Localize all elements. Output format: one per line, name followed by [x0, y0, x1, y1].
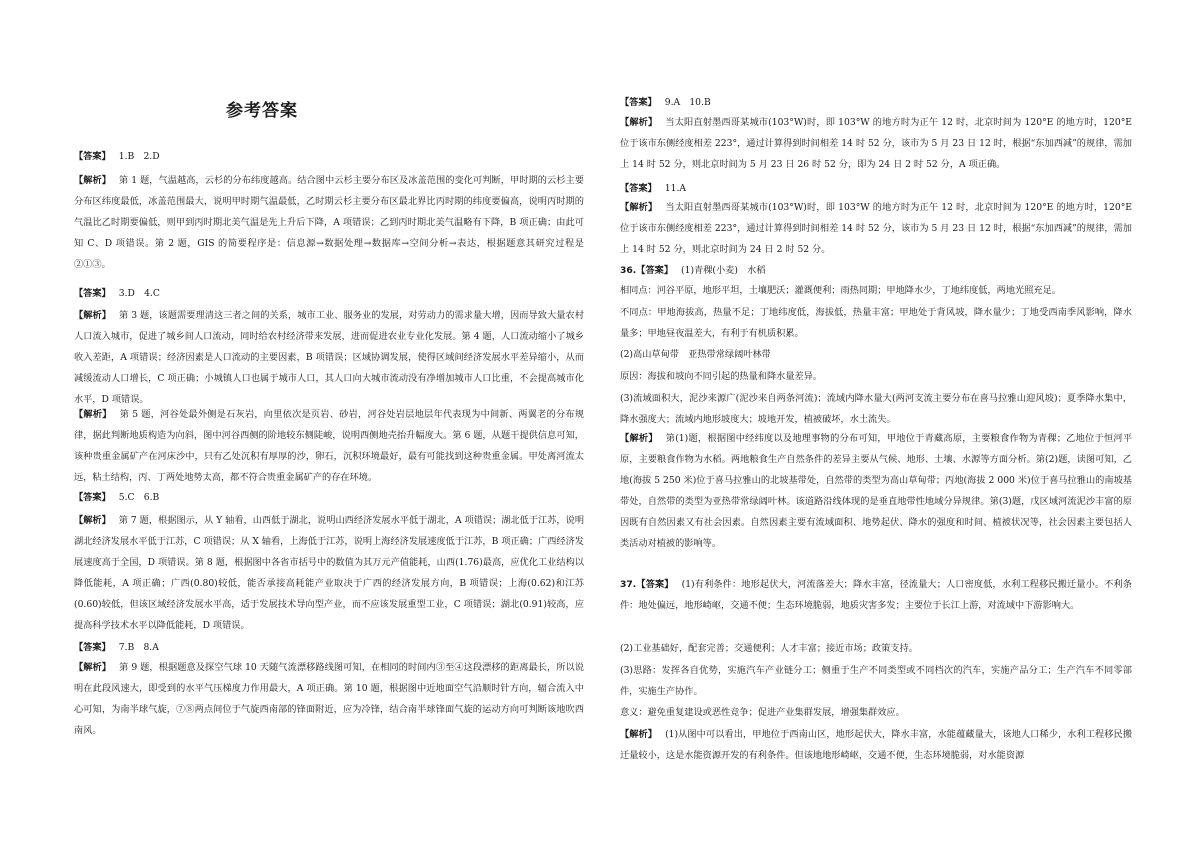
analysis-text: 当太阳直射墨西哥某城市(103°W)时，即 103°W 的地方时为正午 12 时，北京时间为 120°E 的地方时，120°E 位于该市东侧经度相差 223°，通过计算得到时间相差 14 时 52 分，该市为 5 月 23 日 12 时，根据“东加西减”的规律，需加上 14 时 52 分，则北京时间为 24 日 2 时 52 分。: [620, 202, 1132, 255]
paragraph-text: (3)流域面积大，泥沙来源广(泥沙来自两条河流)；流域内降水量大(两河支流主要分布在喜马拉雅山迎风坡)；夏季降水集中，降水强度大；流域内地形坡度大；坡地开发，植被破坏，水土流失。: [620, 393, 1132, 425]
answer-text: 3.D 4.C: [118, 288, 160, 299]
analysis-9-10-right: [620, 112, 1132, 175]
analysis-tag: 【解析】: [74, 175, 111, 186]
answer-37-meaning: [620, 702, 1132, 723]
analysis-9-10: [74, 657, 584, 741]
analysis-36: [620, 428, 1132, 554]
answer-tag: 【答案】: [74, 492, 111, 503]
answer-36-3: [620, 388, 1132, 430]
paragraph-text: (3)思路：发挥各自优势，实施汽车产业链分工；侧重于生产不同类型或不同档次的汽车，实施产品分工；生产汽车不同零部件，实施生产协作。: [620, 665, 1132, 697]
paragraph-text: (2)高山草甸带 亚热带常绿阔叶林带: [620, 349, 771, 360]
analysis-text: 第 7 题，根据图示，从 Y 轴看，山西低于湖北，说明山西经济发展水平低于湖北，A 项错误；湖北低于江苏，说明湖北经济发展水平低于江苏，C 项错误；从 X 轴看，上海低于江苏，说明上海经济发展速度低于江苏，B 项正确；广西经济发展速度高于全国，D 项错误。第 8 题，根据图中各省市括号中的数值为其万元产值能耗，山西(1.76)最高，应优化工业结构以降低能耗，A 项正确；广西(0.80)较低，能否承接高耗能产业取决于广西的经济发展方向，B 项错误；上海(0.62)和江苏(0.60)较低，但该区域经济发展水平高，适于发展技术导向型产业，而不应该发展重型工业，C 项错误；湖北(0.91)较高，应提高科学技术水平以降低能耗，D 项错误。: [74, 515, 585, 631]
paragraph-text: 原因：海拔和坡向不同引起的热量和降水量差异。: [620, 371, 823, 382]
paragraph-text: 意义：避免重复建设或恶性竞争；促进产业集群发展，增强集群效应。: [620, 707, 905, 718]
analysis-tag: 【解析】: [74, 515, 111, 526]
analysis-text: 第 1 题，气温越高，云杉的分布纬度越高。结合图中云杉主要分布区及冰盖范围的变化可判断，甲时期的云杉主要分布区纬度最低，冰盖范围最大，说明甲时期气温最低，乙时期云杉主要分布区最北界比丙时期的纬度要偏高，说明丙时期的气温比乙时期要偏低，则甲到丙时期北美气温是先上升后下降，A 项错误；乙到丙时期北美气温略有下降，B 项正确；由此可知 C、D 项错误。第 2 题，GIS 的简要程序是：信息源→数据处理→数据库→空间分析→表达，根据题意其研究过程是②①③。: [74, 175, 584, 270]
answer-3-4: [74, 283, 584, 304]
paragraph-text: 相同点：河谷平原，地形平坦，土壤肥沃；灌溉便利；雨热同期；甲地降水少，丁地纬度低，两地光照充足。: [620, 285, 1061, 296]
answer-text: 9.A 10.B: [664, 97, 711, 108]
analysis-7-8: [74, 510, 584, 636]
answer-36: [620, 260, 1132, 281]
answer-text: (1)有利条件：地形起伏大，河流落差大；降水丰富，径流量大；人口密度低，水利工程移民搬迁量小。不利条件：地处偏远，地形崎岖，交通不便；生态环境脆弱，地质灾害多发；主要位于长江上游，对流域中下游影响大。: [620, 579, 1132, 611]
answer-text: 1.B 2.D: [118, 151, 160, 162]
answer-5-6: [74, 487, 584, 508]
analysis-tag: 【解析】: [74, 310, 111, 321]
answer-37-2: [620, 638, 1132, 659]
analysis-1-2: [74, 170, 584, 275]
answer-36-2: [620, 344, 1132, 365]
answer-tag: 【答案】: [620, 183, 657, 194]
analysis-tag: 【解析】: [620, 202, 658, 213]
answer-text: 11.A: [664, 183, 686, 194]
answer-tag: 37.【答案】: [620, 579, 674, 590]
analysis-11: [620, 197, 1132, 260]
analysis-tag: 【解析】: [620, 117, 658, 128]
answer-tag: 【答案】: [620, 97, 657, 108]
analysis-text: (1)从图中可以看出，甲地位于西南山区，地形起伏大，降水丰富，水能蕴藏量大，该地人口稀少，水利工程移民搬迁量较小，这是水能资源开发的有利条件。但该地地形崎岖，交通不便，生态环境脆弱，对水能资源: [620, 729, 1133, 761]
answer-text: 7.B 8.A: [118, 642, 159, 653]
answer-tag: 36.【答案】: [620, 265, 674, 276]
analysis-tag: 【解析】: [74, 409, 112, 420]
analysis-text: 第(1)题，根据图中经纬度以及地理事物的分布可知，甲地位于青藏高原，主要粮食作物为青稞；乙地位于恒河平原，主要粮食作物为水稻。两地粮食生产自然条件的差异主要从气候、地形、土壤、水源等方面分析。第(2)题，读图可知，乙地(海拔 5 250 米)位于喜马拉雅山的北坡基带处，自然带的类型为高山草甸带；丙地(海拔 2 000 米)位于喜马拉雅山的南坡基带处，自然带的类型为亚热带常绿阔叶林。该道路沿线体现的是垂直地带性地域分异规律。第(3)题，戊区域河流泥沙丰富的原因既有自然因素又有社会因素。自然因素主要有流域面积、地势起伏、降水的强度和时间、植被状况等，社会因素主要包括人类活动对植被的影响等。: [620, 433, 1133, 549]
answer-tag: 【答案】: [74, 642, 111, 653]
analysis-text: 第 3 题，该题需要理清这三者之间的关系，城市工业、服务业的发展，对劳动力的需求量大增，因而导致大量农村人口流入城市，促进了城乡间人口流动，同时给农村经济带来发展，进而促进农业专业化发展。第 4 题，人口流动缩小了城乡收入差距，A 项错误；经济因素是人口流动的主要因素，B 项错误；区域协调发展，使得区域间经济发展水平差异缩小，从而减缓流动人口增长，C 项正确；小城镇人口也属于城市人口，其人口向大城市流动没有净增加城市人口比重，不会提高城市化水平，D 项错误。: [74, 310, 584, 405]
paragraph-text: 不同点：甲地海拔高，热量不足；丁地纬度低，海拔低，热量丰富；甲地处于背风坡，降水量少；丁地受西南季风影响，降水量多；甲地昼夜温差大，有利于有机质积累。: [620, 307, 1132, 339]
answer-tag: 【答案】: [74, 288, 111, 299]
analysis-37: [620, 724, 1132, 766]
analysis-text: 第 5 题，河谷处最外侧是石灰岩，向里依次是页岩、砂岩，河谷处岩层地层年代表现为中间新、两翼老的分布规律，据此判断地质构造为向斜，图中河谷西侧的阶地较东侧陡峻，说明西侧地壳抬升幅度大。第 6 题，从题干提供信息可知，该种贵重金属矿产在河床沙中，只有乙处沉积有厚厚的沙，卵石，沉积环境最好，最有可能找到这种贵重金属。甲处离河流太远，粘土结构，丙、丁两处地势太高，都不符合贵重金属矿产的存在环境。: [74, 409, 585, 483]
analysis-5-6: [74, 404, 584, 488]
answer-36-same: [620, 280, 1132, 301]
answer-1-2: [74, 146, 584, 167]
analysis-text: 当太阳直射墨西哥某城市(103°W)时，即 103°W 的地方时为正午 12 时，北京时间为 120°E 的地方时，120°E 位于该市东侧经度相差 223°，通过计算得到时间相差 14 时 52 分，该市为 5 月 23 日 12 时，根据“东加西减”的规律，需加上 14 时 52 分，则北京时间为 5 月 23 日 26 时 52 分，即为 24 日 2 时 52 分，A 项正确。: [620, 117, 1132, 170]
analysis-3-4: [74, 305, 584, 410]
answer-text: (1)青稞(小麦) 水稻: [681, 265, 766, 276]
answer-37-3: [620, 660, 1132, 702]
answer-text: 5.C 6.B: [118, 492, 160, 503]
paragraph-text: (2)工业基础好，配套完善；交通便利；人才丰富；接近市场；政策支持。: [620, 643, 918, 654]
analysis-tag: 【解析】: [620, 433, 658, 444]
answer-37: [620, 574, 1132, 616]
page-title: 参考答案: [226, 101, 298, 121]
analysis-text: 第 9 题，根据题意及探空气球 10 天随气流漂移路线图可知，在相同的时间内③至④这段漂移的距离最长，所以说明在此段风速大，即受到的水平气压梯度力作用最大，A 项正确。第 10 题，根据图中近地面空气沿顺时针方向，辐合流入中心可知，为南半球气旋，⑦⑧两点间位于气旋西南部的锋面附近，应为冷锋，结合南半球锋面气旋的运动方向可判断该地吹西南风。: [74, 662, 584, 736]
answer-7-8: [74, 637, 584, 658]
answer-tag: 【答案】: [74, 151, 111, 162]
answer-36-reason: [620, 366, 1132, 387]
answer-36-diff: [620, 302, 1132, 344]
analysis-tag: 【解析】: [620, 729, 658, 740]
answer-9-10: [620, 92, 1132, 113]
answer-11: [620, 178, 1132, 199]
analysis-tag: 【解析】: [74, 662, 112, 673]
